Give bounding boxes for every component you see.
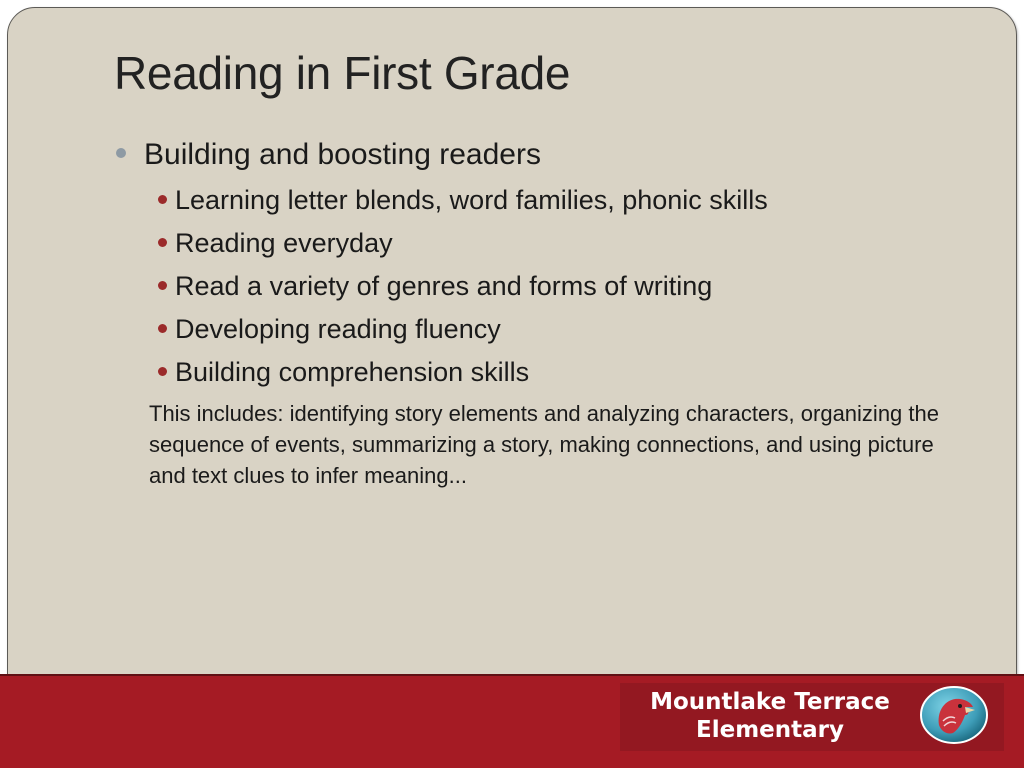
bullet-dot-icon [158, 238, 167, 247]
sub-bullet-text: Read a variety of genres and forms of writing [175, 271, 713, 301]
sub-bullet-text: Developing reading fluency [175, 314, 501, 344]
list-item [158, 312, 768, 355]
logo-text-line-1: Mountlake Terrace [650, 689, 890, 715]
sub-bullet-list [158, 183, 768, 398]
list-item [158, 183, 768, 226]
list-item [158, 355, 768, 398]
list-item [158, 269, 768, 312]
comprehension-note: This includes: identifying story elements and analyzing characters, organizing the sequence of events, summarizing a story, making connections, and using picture and text clues to infer meaning... [149, 401, 939, 488]
main-bullet-text: Building and boosting readers [144, 138, 541, 171]
bullet-dot-icon [116, 148, 126, 158]
main-bullet [116, 138, 541, 172]
hawk-emblem-icon [919, 685, 989, 745]
sub-bullet-text: Reading everyday [175, 228, 393, 258]
bullet-dot-icon [158, 281, 167, 290]
list-item [158, 226, 768, 269]
sub-bullet-text: Learning letter blends, word families, phonic skills [175, 185, 768, 215]
bullet-dot-icon [158, 324, 167, 333]
logo-text-line-2: Elementary [696, 717, 844, 743]
slide-title: Reading in First Grade [114, 47, 571, 99]
sub-bullet-text: Building comprehension skills [175, 357, 530, 387]
bullet-dot-icon [158, 367, 167, 376]
bullet-dot-icon [158, 195, 167, 204]
